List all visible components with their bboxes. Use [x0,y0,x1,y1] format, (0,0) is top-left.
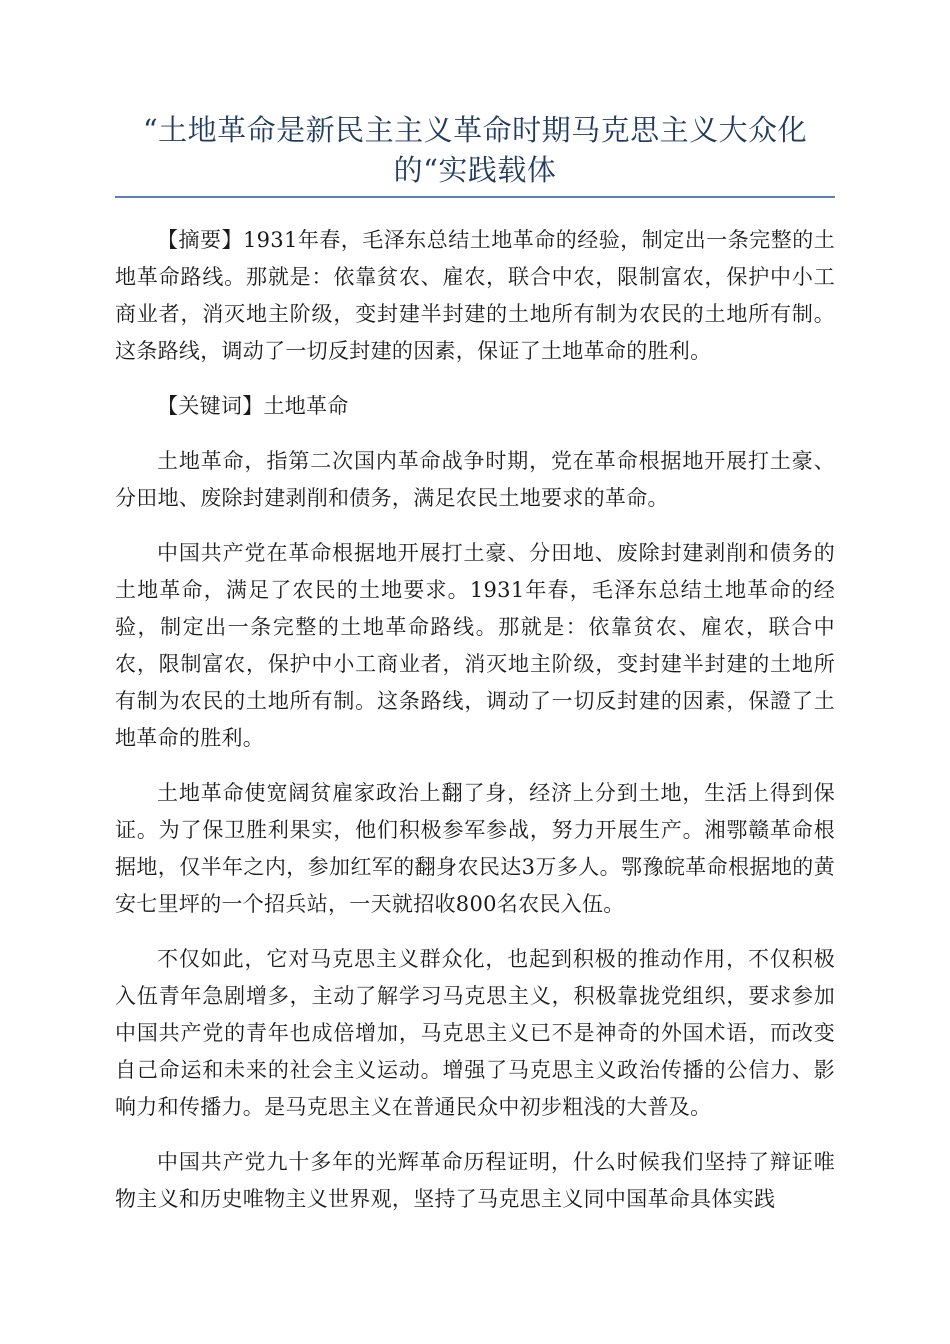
body-paragraph-2: 中国共产党在革命根据地开展打土豪、分田地、废除封建剥削和债务的土地革命，满足了农民的土地要求。1931年春，毛泽东总结土地革命的经验，制定出一条完整的土地革命路线。那就是：依靠贫农、雇农，联合中农，限制富农，保护中小工商业者，消灭地主阶级，变封建半封建的土地所有制为农民的土地所有制。这条路线，调动了一切反封建的因素，保證了土地革命的胜利。 [115,541,835,750]
keywords-text: 土地革命 [263,394,349,418]
abstract-label: 【摘要】 [157,228,243,252]
body-paragraph-1: 土地革命，指第二次国内革命战争时期，党在革命根据地开展打土豪、分田地、废除封建剥削和债务，满足农民土地要求的革命。 [115,449,835,510]
body-paragraph-3: 土地革命使宽阔贫雇家政治上翻了身，经济上分到土地，生活上得到保证。为了保卫胜利果实，他们积极参军参战，努力开展生产。湘鄂赣革命根据地，仅半年之内，参加红军的翻身农民达3万多人。鄂豫皖革命根据地的黄安七里坪的一个招兵站，一天就招收800名农民入伍。 [115,781,835,916]
document-page [115,110,835,1236]
title-divider [115,196,835,198]
title-line-2: 的“实践载体 [393,153,557,187]
keywords-paragraph [115,388,835,425]
body-paragraph-4: 不仅如此，它对马克思主义群众化，也起到积极的推动作用，不仅积极入伍青年急剧增多，主动了解学习马克思主义，积极靠拢党组织，要求参加中国共产党的青年也成倍增加，马克思主义已不是神奇的外国术语，而改变自己命运和未来的社会主义运动。增强了马克思主义政治传播的公信力、影响力和传播力。是马克思主义在普通民众中初步粗浅的大普及。 [115,947,835,1119]
abstract-text: 1931年春，毛泽东总结土地革命的经验，制定出一条完整的土地革命路线。那就是：依靠贫农、雇农，联合中农，限制富农，保护中小工商业者，消灭地主阶级，变封建半封建的土地所有制为农民的土地所有制。这条路线，调动了一切反封建的因素，保证了土地革命的胜利。 [115,228,835,363]
document-title [115,110,835,194]
abstract-paragraph [115,222,835,370]
title-line-1: “土地革命是新民主主义革命时期马克思主义大众化 [142,113,808,147]
body-paragraph-5: 中国共产党九十多年的光辉革命历程证明，什么时候我们坚持了辩证唯物主义和历史唯物主义世界观，坚持了马克思主义同中国革命具体实践 [115,1150,835,1211]
keywords-label: 【关键词】 [157,394,264,418]
